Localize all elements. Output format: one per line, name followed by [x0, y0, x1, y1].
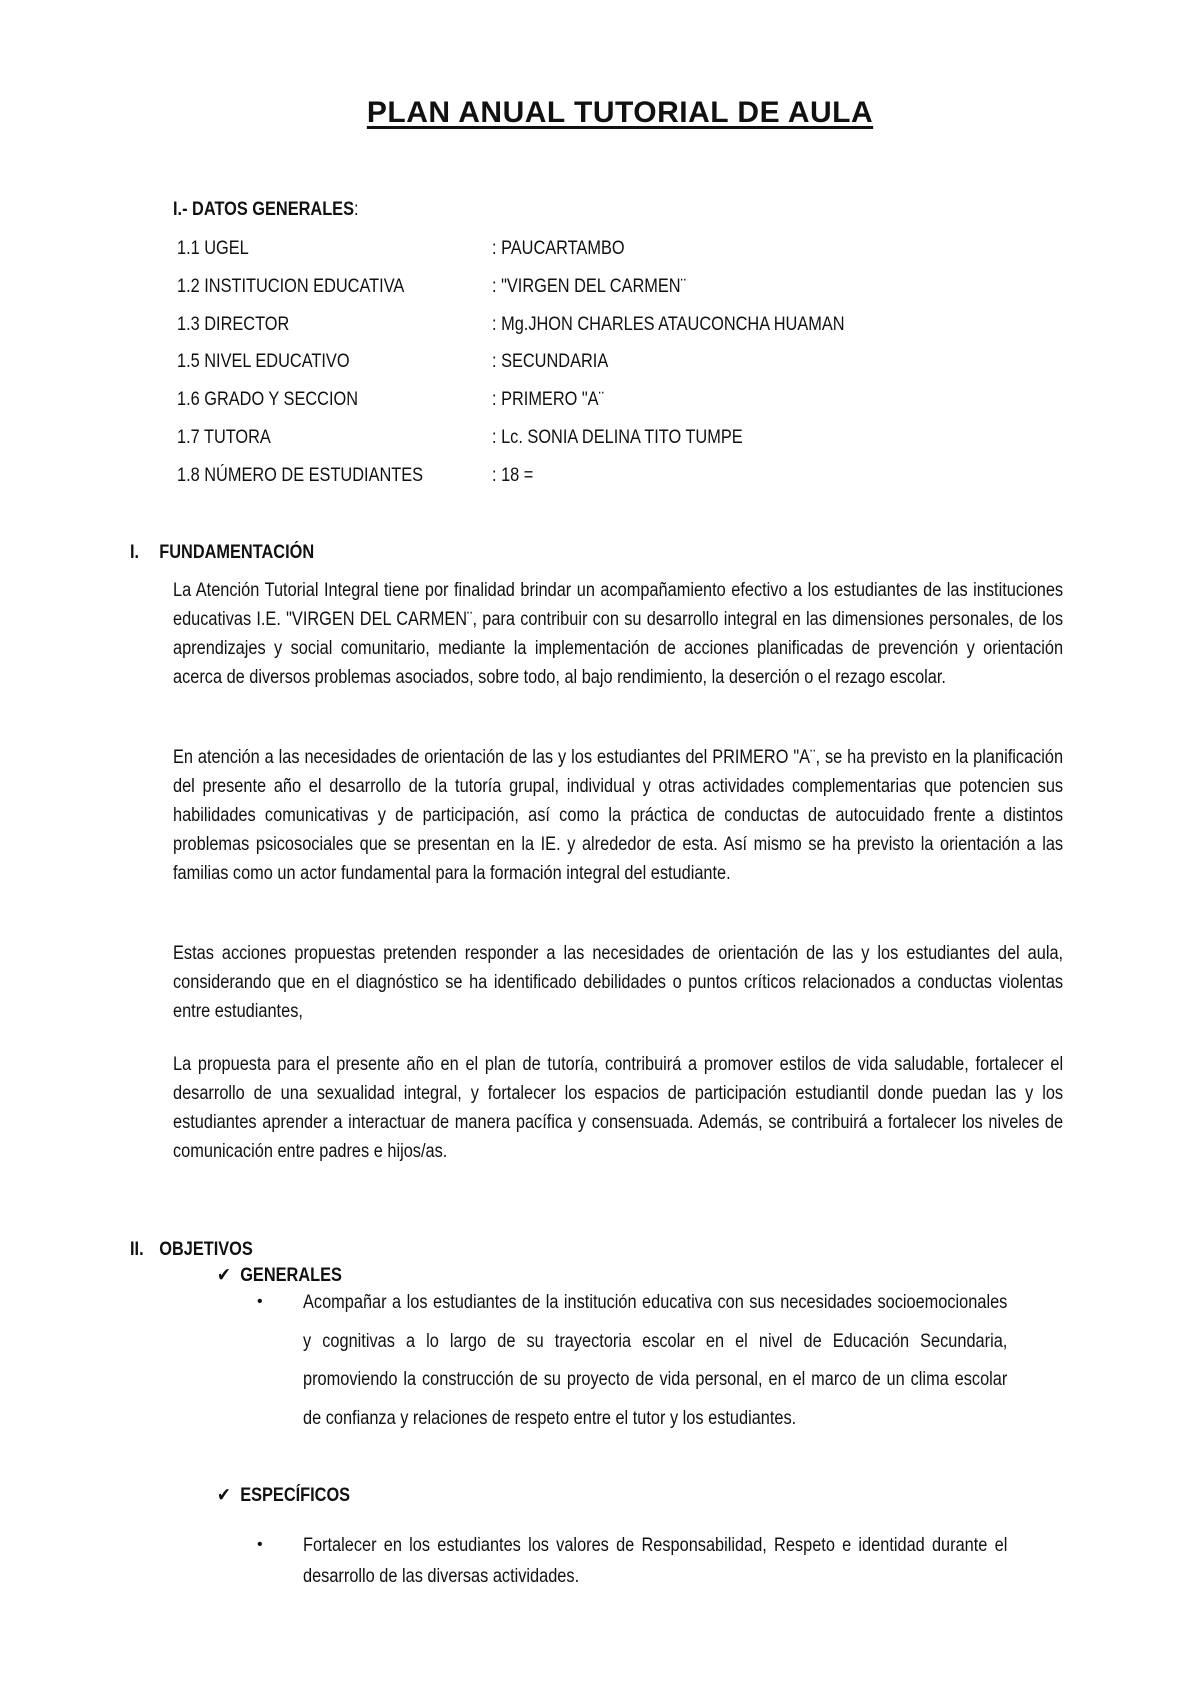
objetivo-especifico-item: Fortalecer en los estudiantes los valores de Responsabilidad, Respeto e identidad durante el desarrollo de las diversas actividades.	[303, 1535, 1008, 1587]
objetivo-general-item: Acompañar a los estudiantes de la institución educativa con sus necesidades socioemocionales y cognitivas a lo largo de su trayectoria escolar en el nivel de Educación Secundaria, promoviendo la construcción de su proyecto de vida personal, en el marco de un clima escolar de confianza y relaciones de respeto entre el tutor y los estudiantes.	[303, 1292, 1008, 1429]
fundamentacion-number: I.	[130, 542, 140, 563]
objetivos-title: OBJETIVOS	[159, 1239, 253, 1260]
fundamentacion-heading	[130, 542, 314, 564]
datos-value-nivel: : SECUNDARIA	[492, 351, 609, 372]
datos-value-tutora: : Lc. SONIA DELINA TITO TUMPE	[492, 427, 743, 448]
checkmark-icon: ✔	[217, 1265, 231, 1286]
fundamentacion-paragraph-2: En atención a las necesidades de orientación de las y los estudiantes del PRIMERO "A¨, se ha previsto en la planificación del presente año el desarrollo de la tutoría grupal, individual y otras actividades complementarias que potencien sus habilidades comunicativas y de participación, así como la práctica de conductas de autocuidado frente a distintos problemas psicosociales que se presentan en la IE. y alrededor de esta. Así mismo se ha previsto la orientación a las familias como un actor fundamental para la formación integral del estudiante.	[173, 747, 1064, 884]
datos-label-nivel: 1.5 NIVEL EDUCATIVO	[177, 351, 350, 372]
fundamentacion-paragraph-3: Estas acciones propuestas pretenden responder a las necesidades de orientación de las y los estudiantes del aula, considerando que en el diagnóstico se ha identificado debilidades o puntos críticos relacionados a conductas violentas entre estudiantes,	[173, 943, 1064, 1022]
datos-value-director: : Mg.JHON CHARLES ATAUCONCHA HUAMAN	[492, 314, 845, 335]
document-title: PLAN ANUAL TUTORIAL DE AULA	[366, 96, 874, 129]
objetivos-heading	[130, 1239, 253, 1261]
datos-label-tutora: 1.7 TUTORA	[177, 427, 271, 448]
bullet-icon: •	[257, 1536, 263, 1553]
fundamentacion-title: FUNDAMENTACIÓN	[159, 542, 315, 563]
fundamentacion-paragraph-4: La propuesta para el presente año en el plan de tutoría, contribuirá a promover estilos de vida saludable, fortalecer el desarrollo de una sexualidad integral, y fortalecer los espacios de participación estudiantil donde puedan las y los estudiantes aprender a interactuar de manera pacífica y consensuada. Además, se contribuirá a fortalecer los niveles de comunicación entre padres e hijos/as.	[173, 1054, 1064, 1162]
datos-label-director: 1.3 DIRECTOR	[177, 314, 290, 335]
objetivos-generales-title: GENERALES	[240, 1265, 342, 1286]
datos-label-estudiantes: 1.8 NÚMERO DE ESTUDIANTES	[177, 465, 424, 486]
datos-value-estudiantes: : 18 =	[492, 465, 534, 486]
datos-generales-heading-colon: :	[353, 199, 359, 220]
checkmark-icon: ✔	[217, 1485, 231, 1506]
datos-label-ugel: 1.1 UGEL	[177, 238, 249, 259]
objetivos-especificos-heading	[217, 1484, 350, 1507]
datos-value-institucion: : "VIRGEN DEL CARMEN¨	[492, 276, 687, 297]
fundamentacion-paragraph-1: La Atención Tutorial Integral tiene por finalidad brindar un acompañamiento efectivo a los estudiantes de las instituciones educativas I.E. "VIRGEN DEL CARMEN¨, para contribuir con su desarrollo integral en las dimensiones personales, de los aprendizajes y social comunitario, mediante la implementación de acciones planificadas de prevención y orientación acerca de diversos problemas asociados, sobre todo, al bajo rendimiento, la deserción o el rezago escolar.	[173, 580, 1064, 688]
datos-value-ugel: : PAUCARTAMBO	[492, 238, 625, 259]
objetivos-number: II.	[130, 1239, 144, 1260]
datos-generales-heading	[173, 199, 359, 221]
objetivos-especificos-title: ESPECÍFICOS	[240, 1485, 351, 1506]
datos-value-grado: : PRIMERO "A¨	[492, 389, 605, 410]
bullet-icon: •	[257, 1293, 263, 1310]
datos-generales-heading-text: I.- DATOS GENERALES	[173, 199, 354, 220]
datos-label-institucion: 1.2 INSTITUCION EDUCATIVA	[177, 276, 405, 297]
datos-label-grado: 1.6 GRADO Y SECCION	[177, 389, 359, 410]
